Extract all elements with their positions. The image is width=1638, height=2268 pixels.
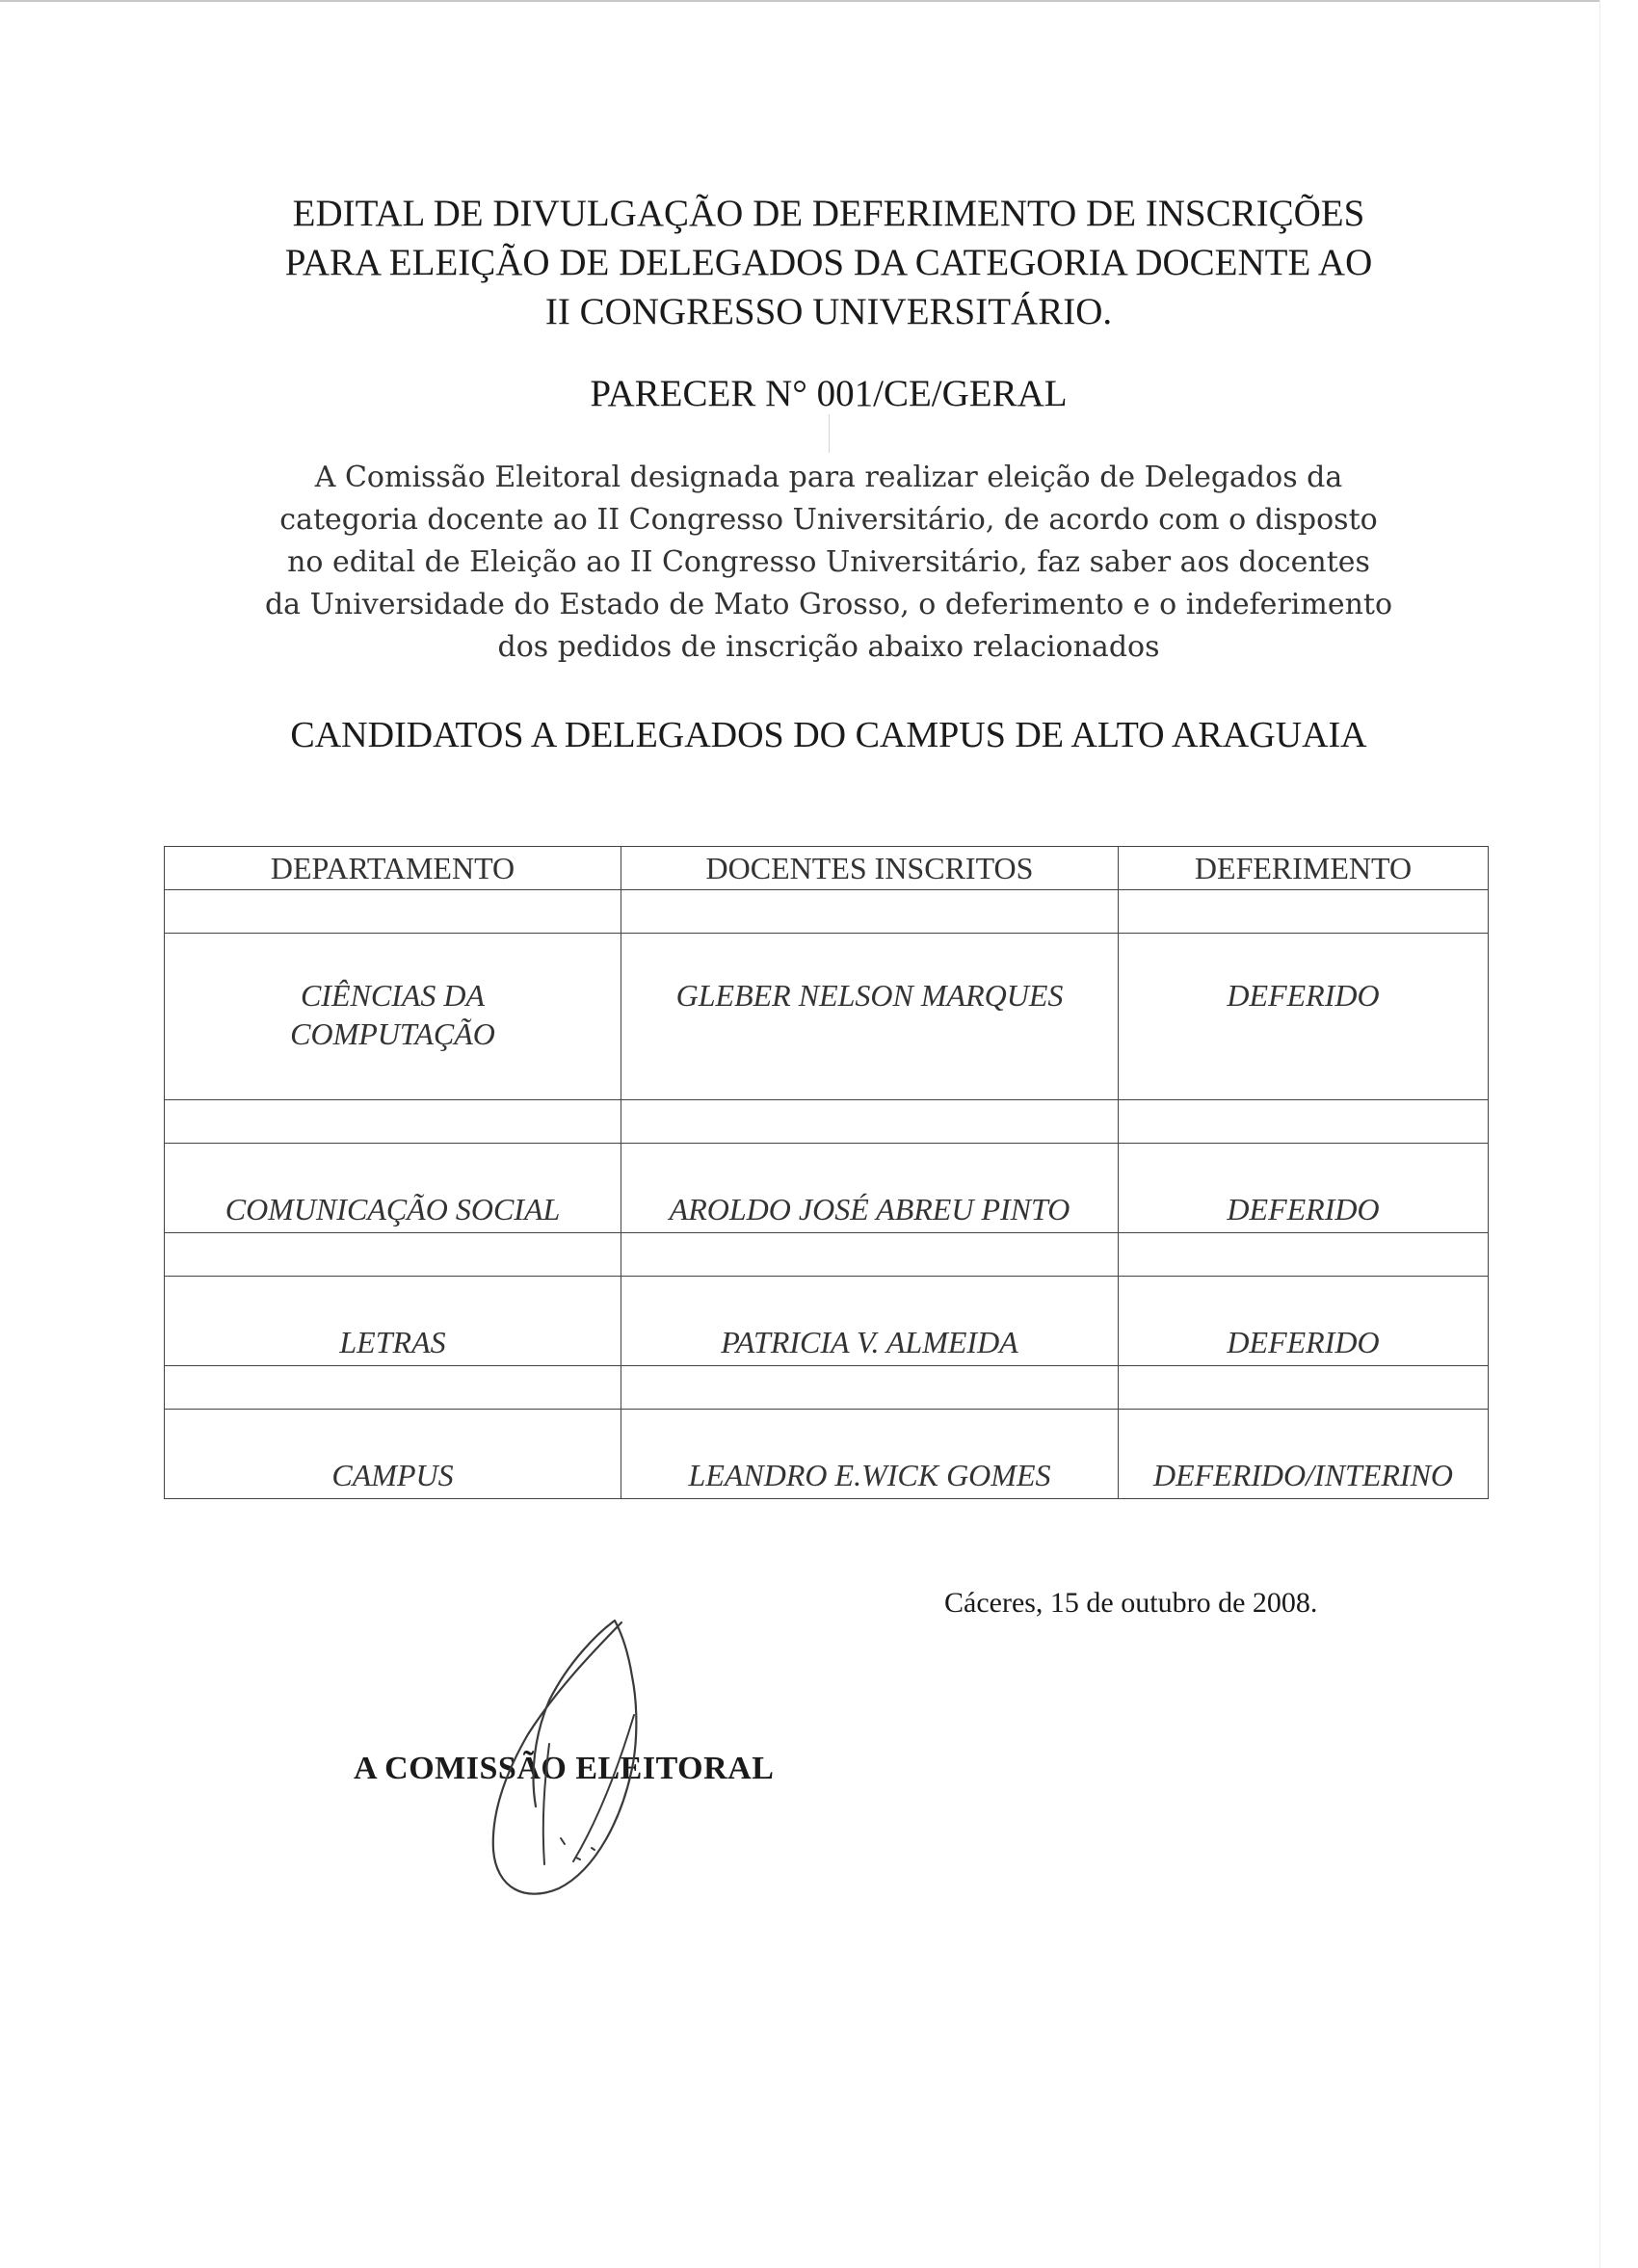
date-place: Cáceres, 15 de outubro de 2008. [944, 1587, 1318, 1619]
table-row [165, 934, 1489, 1100]
empty-cell [1119, 890, 1489, 934]
empty-cell [621, 1233, 1119, 1277]
candidates-table-grid [164, 846, 1489, 1499]
cell-docente: PATRICIA V. ALMEIDA [621, 1277, 1119, 1366]
empty-cell [621, 890, 1119, 934]
cell-deferimento: DEFERIDO/INTERINO [1119, 1410, 1489, 1499]
column-header-deferimento: DEFERIMENTO [1119, 847, 1489, 890]
cell-departamento: COMUNICAÇÃO SOCIAL [165, 1144, 621, 1233]
table-spacer-row [165, 1366, 1489, 1410]
column-header-departamento: DEPARTAMENTO [165, 847, 621, 890]
empty-cell [1119, 1100, 1489, 1144]
scan-mark [829, 414, 830, 453]
intro-line-1: A Comissão Eleitoral designada para realizar eleição de Delegados da [314, 461, 1343, 494]
departamento-line-1: CIÊNCIAS DA [300, 978, 486, 1013]
cell-deferimento: DEFERIDO [1119, 1144, 1489, 1233]
table-row [165, 1410, 1489, 1499]
intro-paragraph [193, 457, 1465, 669]
empty-cell [621, 1100, 1119, 1144]
section-heading: CANDIDATOS A DELEGADOS DO CAMPUS DE ALTO ARAGUAIA [290, 715, 1367, 755]
table-spacer-row [165, 890, 1489, 934]
table-spacer-row [165, 1233, 1489, 1277]
title-line-3: II CONGRESSO UNIVERSITÁRIO. [544, 291, 1113, 332]
commission-signatory: A COMISSÃO ELEITORAL [354, 1751, 775, 1786]
table-row [165, 1277, 1489, 1366]
top-border-line [0, 0, 1599, 2]
title-line-1: EDITAL DE DIVULGAÇÃO DE DEFERIMENTO DE INSCRIÇÕES [292, 193, 1365, 234]
candidates-table [164, 846, 1488, 1499]
cell-docente: AROLDO JOSÉ ABREU PINTO [621, 1144, 1119, 1233]
intro-line-2: categoria docente ao II Congresso Universitário, de acordo com o disposto [279, 503, 1378, 537]
cell-departamento: CAMPUS [165, 1410, 621, 1499]
handwritten-signature [453, 1609, 684, 1908]
cell-docente: GLEBER NELSON MARQUES [621, 934, 1119, 1100]
cell-deferimento: DEFERIDO [1119, 1277, 1489, 1366]
table-spacer-row [165, 1100, 1489, 1144]
parecer-number: PARECER N° 001/CE/GERAL [590, 373, 1068, 414]
departamento-line-2: COMPUTAÇÃO [290, 1016, 495, 1051]
column-header-docentes: DOCENTES INSCRITOS [621, 847, 1119, 890]
document-title [164, 189, 1493, 336]
empty-cell [165, 1366, 621, 1410]
intro-line-4: da Universidade do Estado de Mato Grosso, o deferimento e o indeferimento [264, 588, 1393, 621]
table-row [165, 1144, 1489, 1233]
page-edge [1599, 0, 1600, 2268]
title-line-2: PARA ELEIÇÃO DE DELEGADOS DA CATEGORIA DOCENTE AO [284, 242, 1373, 283]
intro-line-5: dos pedidos de inscrição abaixo relacionados [497, 630, 1160, 664]
empty-cell [621, 1366, 1119, 1410]
cell-departamento: LETRAS [165, 1277, 621, 1366]
empty-cell [165, 1100, 621, 1144]
empty-cell [165, 1233, 621, 1277]
empty-cell [1119, 1233, 1489, 1277]
empty-cell [165, 890, 621, 934]
cell-departamento [165, 934, 621, 1100]
empty-cell [1119, 1366, 1489, 1410]
intro-line-3: no edital de Eleição ao II Congresso Universitário, faz saber aos docentes [287, 545, 1370, 579]
cell-docente: LEANDRO E.WICK GOMES [621, 1410, 1119, 1499]
table-header-row [165, 847, 1489, 890]
cell-deferimento: DEFERIDO [1119, 934, 1489, 1100]
